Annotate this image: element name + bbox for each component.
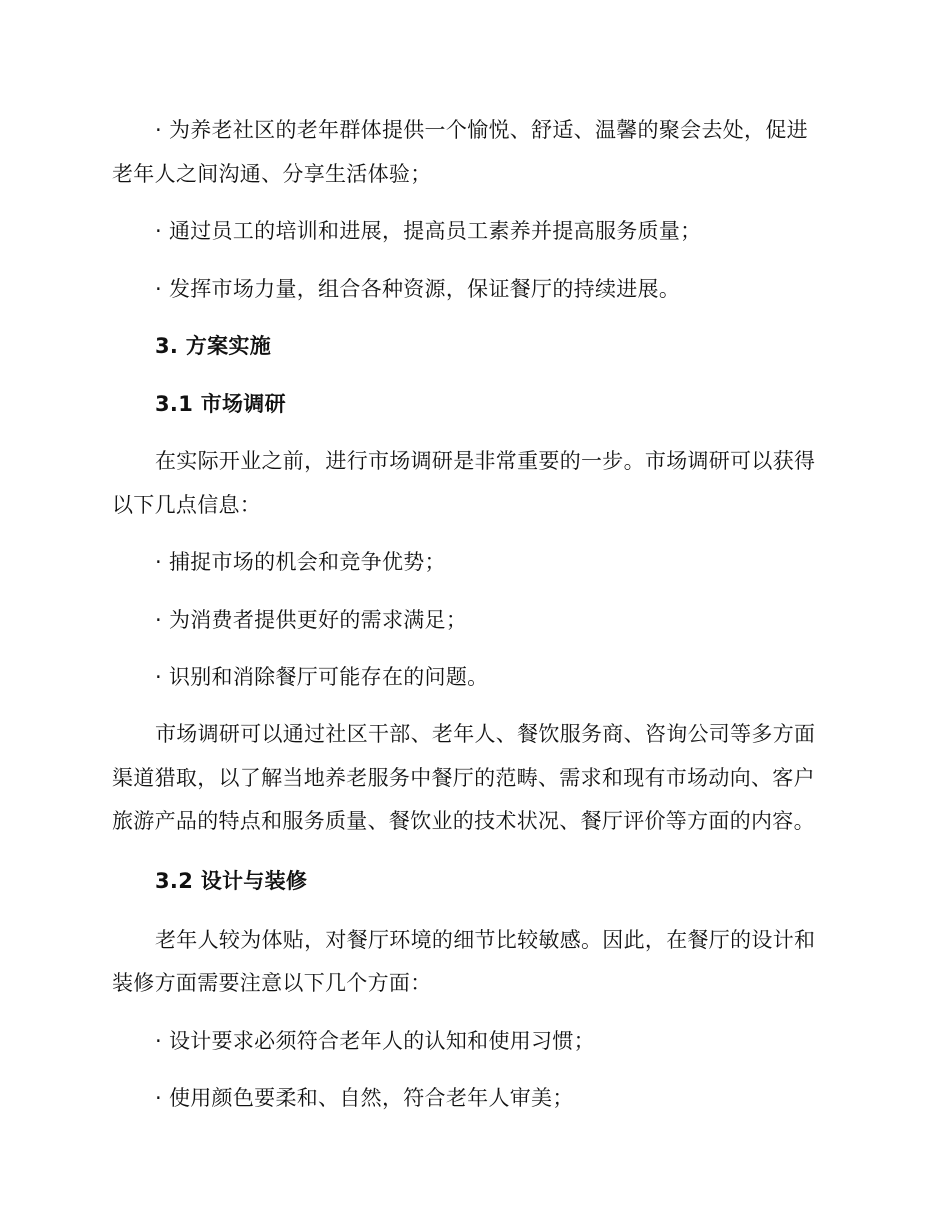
paragraph-line: 渠道猎取，以了解当地养老服务中餐厅的范畴、需求和现有市场动向、客户	[112, 766, 815, 790]
paragraph-line: 装修方面需要注意以下几个方面：	[112, 971, 432, 995]
paragraph-line: 老年人较为体贴，对餐厅环境的细节比较敏感。因此，在餐厅的设计和	[155, 928, 816, 952]
subsection-heading: 3.2 设计与装修	[155, 869, 308, 893]
bullet-line: · 发挥市场力量，组合各种资源，保证餐厅的持续进展。	[155, 277, 681, 301]
bullet-line: · 为消费者提供更好的需求满足；	[155, 608, 468, 632]
bullet-line: · 捕捉市场的机会和竞争优势；	[155, 550, 446, 574]
bullet-line: · 识别和消除餐厅可能存在的问题。	[155, 665, 489, 689]
bullet-line: · 设计要求必须符合老年人的认知和使用习惯；	[155, 1029, 595, 1053]
bullet-continuation-line: 老年人之间沟通、分享生活体验；	[112, 162, 432, 186]
bullet-line: · 使用颜色要柔和、自然，符合老年人审美；	[155, 1086, 574, 1110]
section-heading: 3. 方案实施	[155, 334, 271, 358]
paragraph-line: 以下几点信息：	[112, 493, 262, 517]
paragraph-line: 在实际开业之前，进行市场调研是非常重要的一步。市场调研可以获得	[155, 449, 816, 473]
paragraph-line: 市场调研可以通过社区干部、老年人、餐饮服务商、咨询公司等多方面	[155, 722, 816, 746]
bullet-line: · 为养老社区的老年群体提供一个愉悦、舒适、温馨的聚会去处，促进	[155, 118, 808, 142]
paragraph-line: 旅游产品的特点和服务质量、餐饮业的技术状况、餐厅评价等方面的内容。	[112, 809, 815, 833]
subsection-heading: 3.1 市场调研	[155, 392, 286, 416]
bullet-line: · 通过员工的培训和进展，提高员工素养并提高服务质量；	[155, 219, 702, 243]
